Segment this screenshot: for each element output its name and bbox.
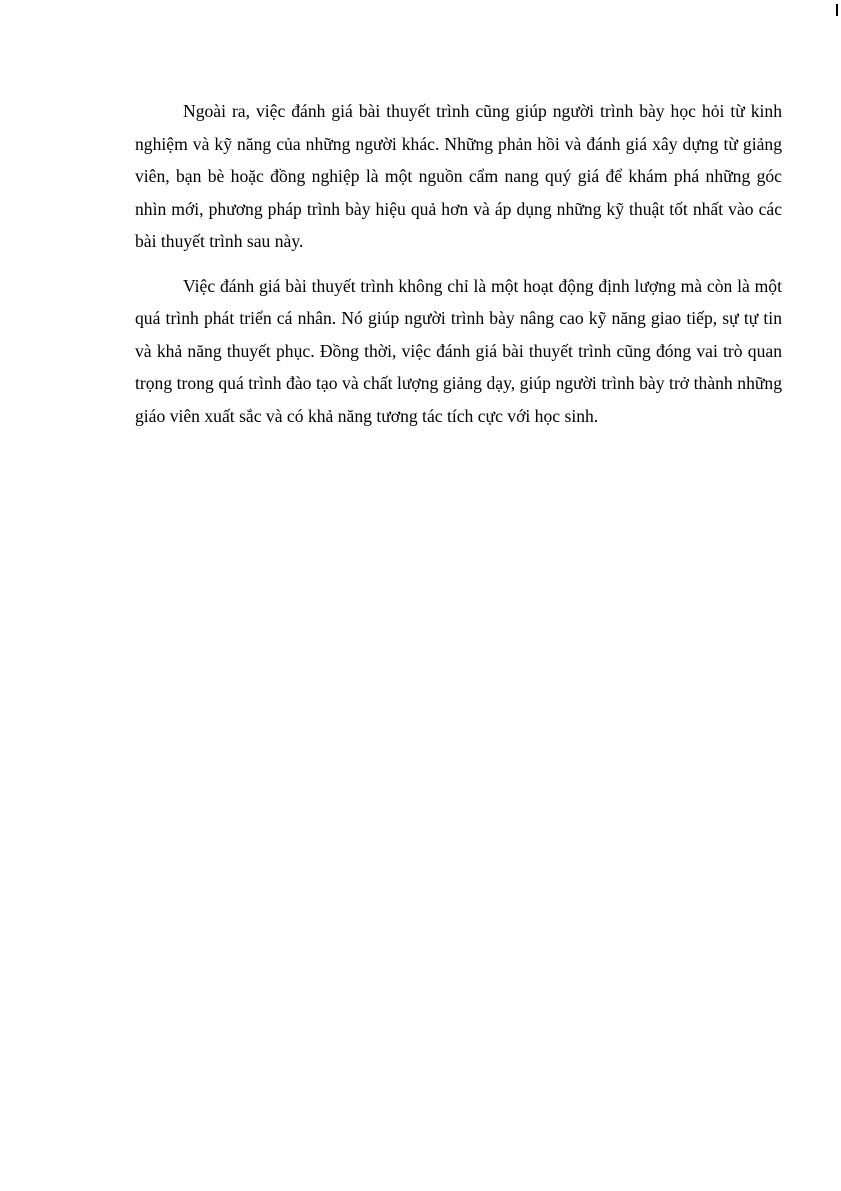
paragraph-1: Ngoài ra, việc đánh giá bài thuyết trình cũng giúp người trình bày học hỏi từ kinh nghiệm và kỹ năng của những người khác. Những phản hồi và đánh giá xây dựng từ giảng viên, bạn bè hoặc đồng nghiệp là một nguồn cẩm nang quý giá để khám phá những góc nhìn mới, phương pháp trình bày hiệu quả hơn và áp dụng những kỹ thuật tốt nhất vào các bài thuyết trình sau này. [135,101,782,251]
document-body [135,95,782,444]
page-edge-mark [836,4,838,16]
paragraph-2: Việc đánh giá bài thuyết trình không chỉ là một hoạt động định lượng mà còn là một quá trình phát triển cá nhân. Nó giúp người trình bày nâng cao kỹ năng giao tiếp, sự tự tin và khả năng thuyết phục. Đồng thời, việc đánh giá bài thuyết trình cũng đóng vai trò quan trọng trong quá trình đào tạo và chất lượng giảng dạy, giúp người trình bày trở thành những giáo viên xuất sắc và có khả năng tương tác tích cực với học sinh. [135,275,782,426]
